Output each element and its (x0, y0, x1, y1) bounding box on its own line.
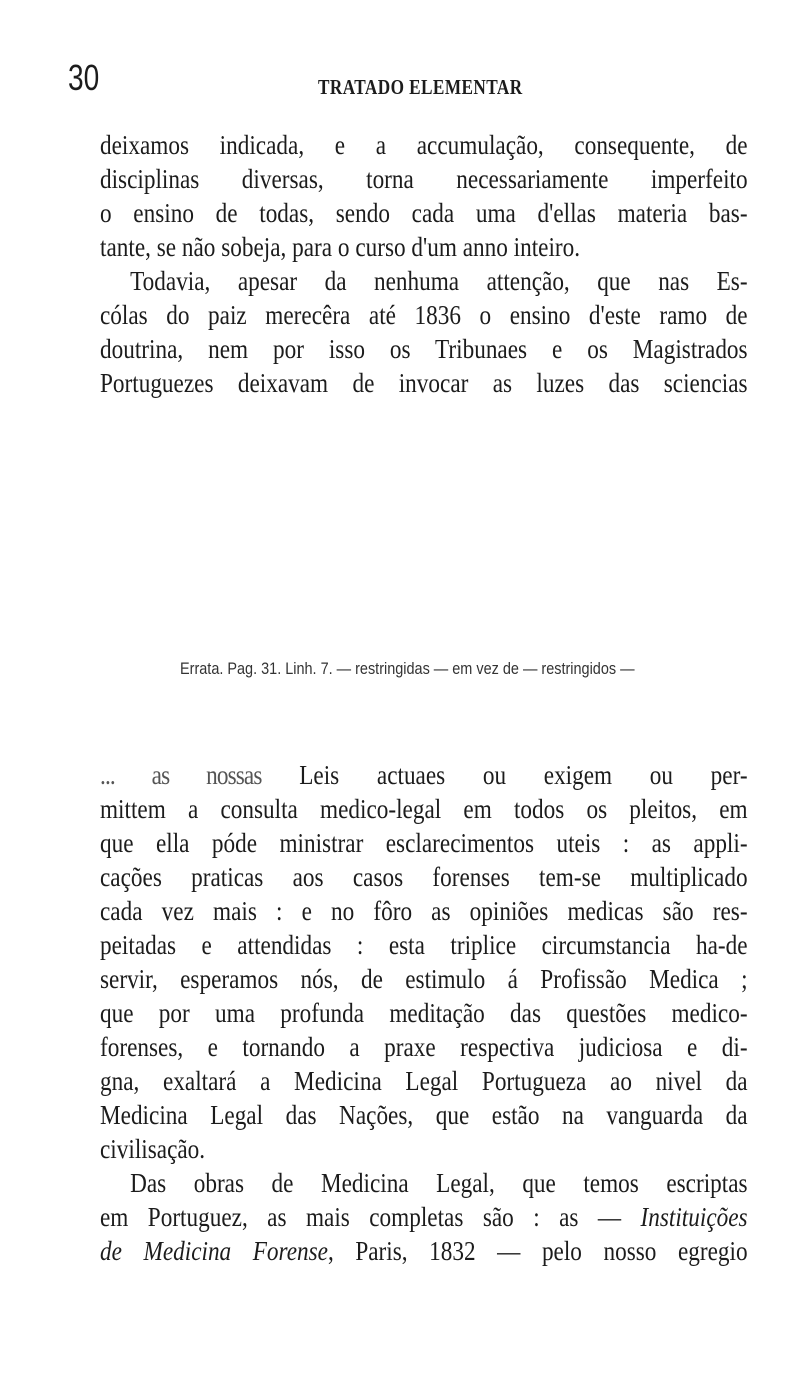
page-number: 30 (68, 57, 100, 98)
text-line: o ensino de todas, sendo cada uma d'ellas materia bas- (100, 198, 748, 228)
text-line: tante, se não sobeja, para o curso d'um anno inteiro. (100, 232, 581, 262)
text-line: que ella póde ministrar esclarecimentos uteis : as appli- (100, 828, 748, 858)
book-title-italic: de Medicina Forense (100, 1236, 328, 1266)
cut-off-fragment: ... as nossas (100, 760, 262, 790)
text-line: civilisação. (100, 1134, 206, 1164)
book-title-italic: Instituições (640, 1202, 748, 1232)
text-line: que por uma profunda meditação das questões medico- (100, 998, 748, 1028)
text-line: forenses, e tornando a praxe respectiva judiciosa e di- (100, 1032, 748, 1062)
text-line: cações praticas aos casos forenses tem-se multiplicado (100, 862, 748, 892)
errata-slip: Errata. Pag. 31. Linh. 7. — restringidas — em vez de — restringidos — (180, 659, 635, 678)
text-line: Todavia, apesar da nenhuma attenção, que nas Es- (130, 266, 748, 296)
text-line: gna, exaltará a Medicina Legal Portugueza ao nivel da (100, 1066, 748, 1096)
text-line: doutrina, nem por isso os Tribunaes e os Magistrados (100, 334, 748, 364)
text-line: disciplinas diversas, torna necessariamente imperfeito (100, 164, 748, 194)
text-line: servir, esperamos nós, de estimulo á Profissão Medica ; (100, 964, 748, 994)
page-header (68, 58, 744, 108)
text-fragment: , Paris, 1832 — pelo nosso egregio (327, 1236, 748, 1266)
text-line: cada vez mais : e no fôro as opiniões medicas são res- (100, 896, 748, 926)
upper-text-block (100, 128, 748, 400)
text-line (100, 758, 748, 792)
text-line: deixamos indicada, e a accumulação, consequente, de (100, 130, 748, 160)
text-line: peitadas e attendidas : esta triplice circumstancia ha-de (100, 930, 748, 960)
text-line (100, 1234, 748, 1268)
text-line: Medicina Legal das Nações, que estão na vanguarda da (100, 1100, 748, 1130)
text-line: Das obras de Medicina Legal, que temos escriptas (130, 1168, 748, 1198)
text-fragment: em Portuguez, as mais completas são : as — (100, 1202, 641, 1232)
text-line-rest: Leis actuaes ou exigem ou per- (299, 760, 748, 790)
text-line: mittem a consulta medico-legal em todos os pleitos, em (100, 794, 748, 824)
running-title: TRATADO ELEMENTAR (318, 75, 523, 99)
text-line: Portuguezes deixavam de invocar as luzes das sciencias (100, 368, 748, 398)
text-line (100, 1200, 748, 1234)
lower-text-block (100, 758, 748, 1268)
text-line: cólas do paiz merecêra até 1836 o ensino d'este ramo de (100, 300, 748, 330)
